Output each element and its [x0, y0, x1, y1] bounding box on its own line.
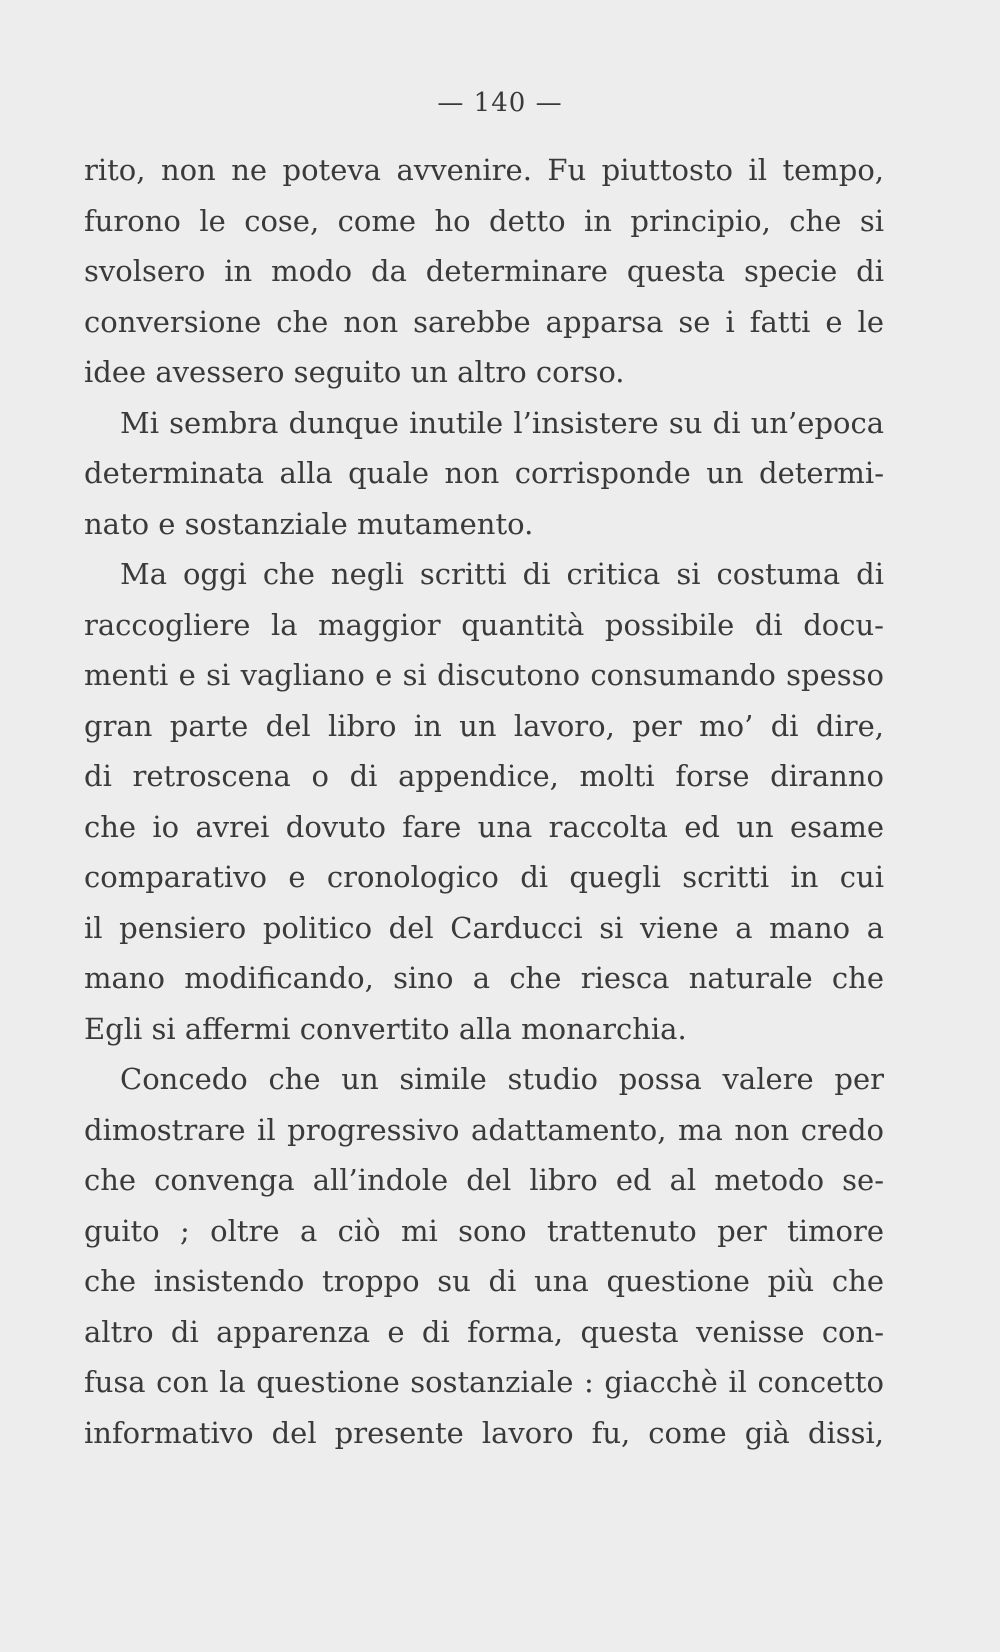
text-line: guito ; oltre a ciò mi sono trattenuto per timore	[84, 1213, 884, 1248]
text-line: determinata alla quale non corrisponde un determi-	[84, 456, 884, 490]
text-line: svolsero in modo da determinare questa specie di	[84, 254, 884, 288]
text-line: menti e si vagliano e si discutono consumando spesso	[84, 658, 884, 692]
text-line: che convenga all’indole del libro ed al metodo se-	[84, 1163, 884, 1197]
text-line: il pensiero politico del Carducci si viene a mano a	[84, 910, 884, 945]
text-line: mano modificando, sino a che riesca naturale che	[84, 961, 884, 995]
text-line: Mi sembra dunque inutile l’insistere su di un’epoca	[120, 405, 884, 440]
text-line: altro di apparenza e di forma, questa venisse con-	[84, 1314, 884, 1349]
text-line: fusa con la questione sostanziale : giacchè il concetto	[84, 1365, 884, 1399]
page-number: — 140 —	[437, 88, 563, 118]
text-line: dimostrare il progressivo adattamento, ma non credo	[84, 1112, 884, 1147]
text-line: idee avessero seguito un altro corso.	[84, 355, 625, 389]
text-line: informativo del presente lavoro fu, come già dissi,	[84, 1415, 884, 1450]
text-line: Ma oggi che negli scritti di critica si costuma di	[120, 557, 884, 591]
body-text	[84, 145, 884, 1458]
text-line: conversione che non sarebbe apparsa se i fatti e le	[84, 304, 884, 339]
text-line: Concedo che un simile studio possa valere per	[120, 1062, 884, 1096]
text-line: gran parte del libro in un lavoro, per mo’ di dire,	[84, 708, 884, 743]
text-line: che io avrei dovuto fare una raccolta ed un esame	[84, 809, 884, 844]
text-line: raccogliere la maggior quantità possibile di docu-	[84, 607, 884, 642]
text-line: comparativo e cronologico di quegli scritti in cui	[84, 860, 884, 894]
text-line: che insistendo troppo su di una questione più che	[84, 1264, 884, 1298]
text-line: Egli si affermi convertito alla monarchia.	[84, 1011, 687, 1046]
text-line: nato e sostanziale mutamento.	[84, 506, 534, 541]
text-line: rito, non ne poteva avvenire. Fu piuttosto il tempo,	[84, 153, 884, 187]
text-line: furono le cose, come ho detto in principio, che si	[84, 203, 884, 238]
text-line: di retroscena o di appendice, molti forse diranno	[84, 759, 884, 793]
